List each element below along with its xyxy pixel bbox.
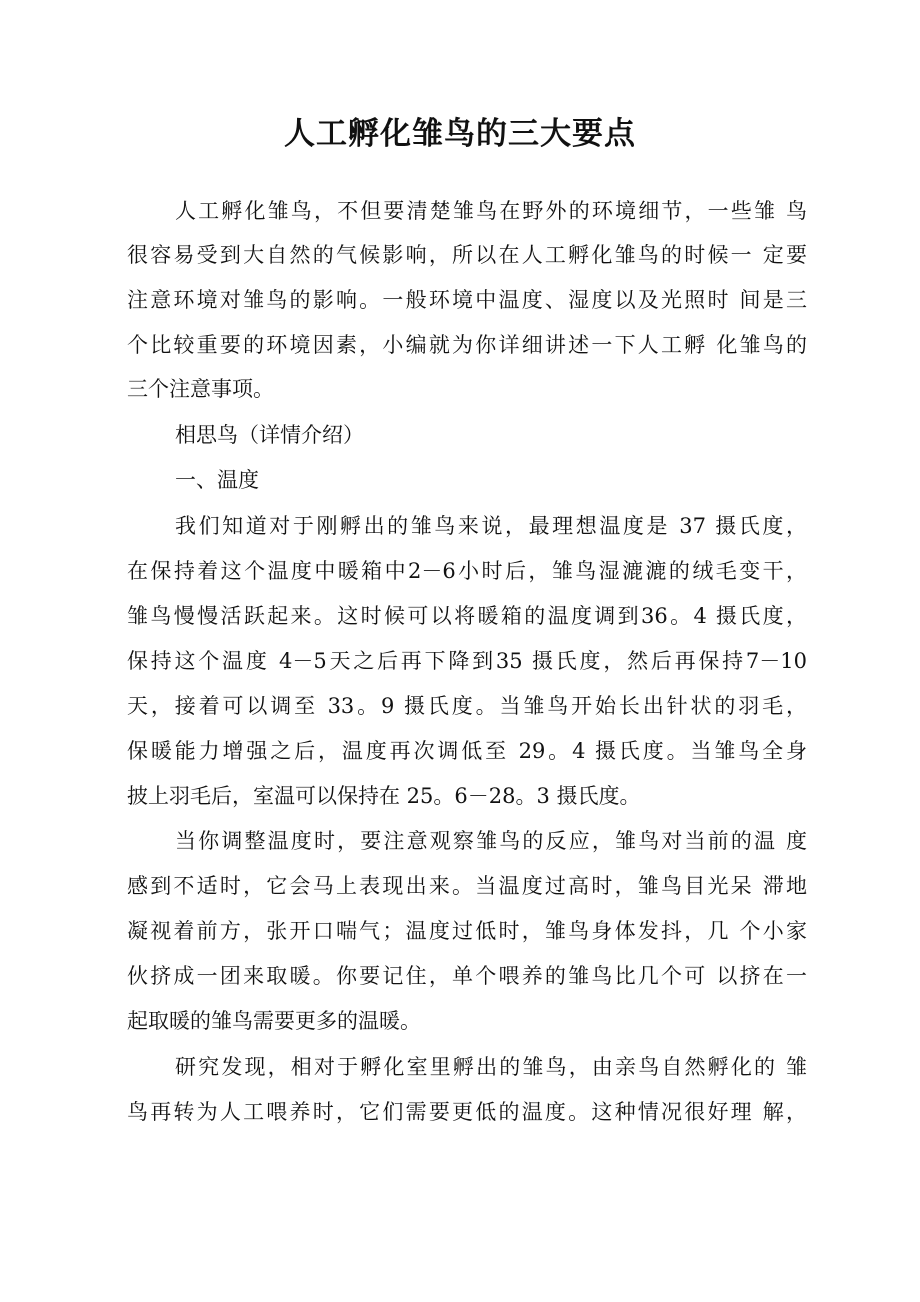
link-caption-line: 相思鸟（详情介绍） [175,423,364,447]
paragraph-line: 天，接着可以调至 33。9 摄氏度。当雏鸟开始长出针状的羽毛， [127,694,807,718]
paragraph-line: 人工孵化雏鸟，不但要清楚雏鸟在野外的环境细节，一些雏 鸟 [175,199,807,223]
paragraph-line: 保暖能力增强之后，温度再次调低至 29。4 摄氏度。当雏鸟全身 [127,739,807,763]
paragraph-line: 披上羽毛后，室温可以保持在 25。6－28。3 摄氏度。 [127,784,641,808]
paragraph-line: 我们知道对于刚孵出的雏鸟来说，最理想温度是 37 摄氏度， [175,514,807,538]
paragraph-line: 起取暖的雏鸟需要更多的温暖。 [127,1009,421,1033]
paragraph-line: 研究发现，相对于孵化室里孵出的雏鸟，由亲鸟自然孵化的 雏 [175,1055,807,1079]
paragraph-line: 个比较重要的环境因素，小编就为你详细讲述一下人工孵 化雏鸟的 [127,333,807,357]
paragraph-line: 凝视着前方，张开口喘气；温度过低时，雏鸟身体发抖，几 个小家 [127,919,807,943]
paragraph-line: 感到不适时，它会马上表现出来。当温度过高时，雏鸟目光呆 滞地 [127,874,807,898]
paragraph-line: 三个注意事项。 [127,377,274,401]
paragraph-line: 鸟再转为人工喂养时，它们需要更低的温度。这种情况很好理 解， [127,1100,807,1124]
paragraph-line: 雏鸟慢慢活跃起来。这时候可以将暖箱的温度调到36。4 摄氏度， [127,604,807,628]
paragraph-line: 在保持着这个温度中暖箱中2－6小时后，雏鸟湿漉漉的绒毛变干， [127,559,807,583]
paragraph-line: 注意环境对雏鸟的影响。一般环境中温度、湿度以及光照时 间是三 [127,288,807,312]
paragraph-line: 保持这个温度 4－5天之后再下降到35 摄氏度，然后再保持7－10 [127,649,807,673]
section-heading: 一、温度 [175,468,259,492]
paragraph-line: 当你调整温度时，要注意观察雏鸟的反应，雏鸟对当前的温 度 [175,829,807,853]
paragraph-line: 伙挤成一团来取暖。你要记住，单个喂养的雏鸟比几个可 以挤在一 [127,964,807,988]
document-title: 人工孵化雏鸟的三大要点 [284,116,636,152]
paragraph-line: 很容易受到大自然的气候影响，所以在人工孵化雏鸟的时候一 定要 [127,243,807,267]
